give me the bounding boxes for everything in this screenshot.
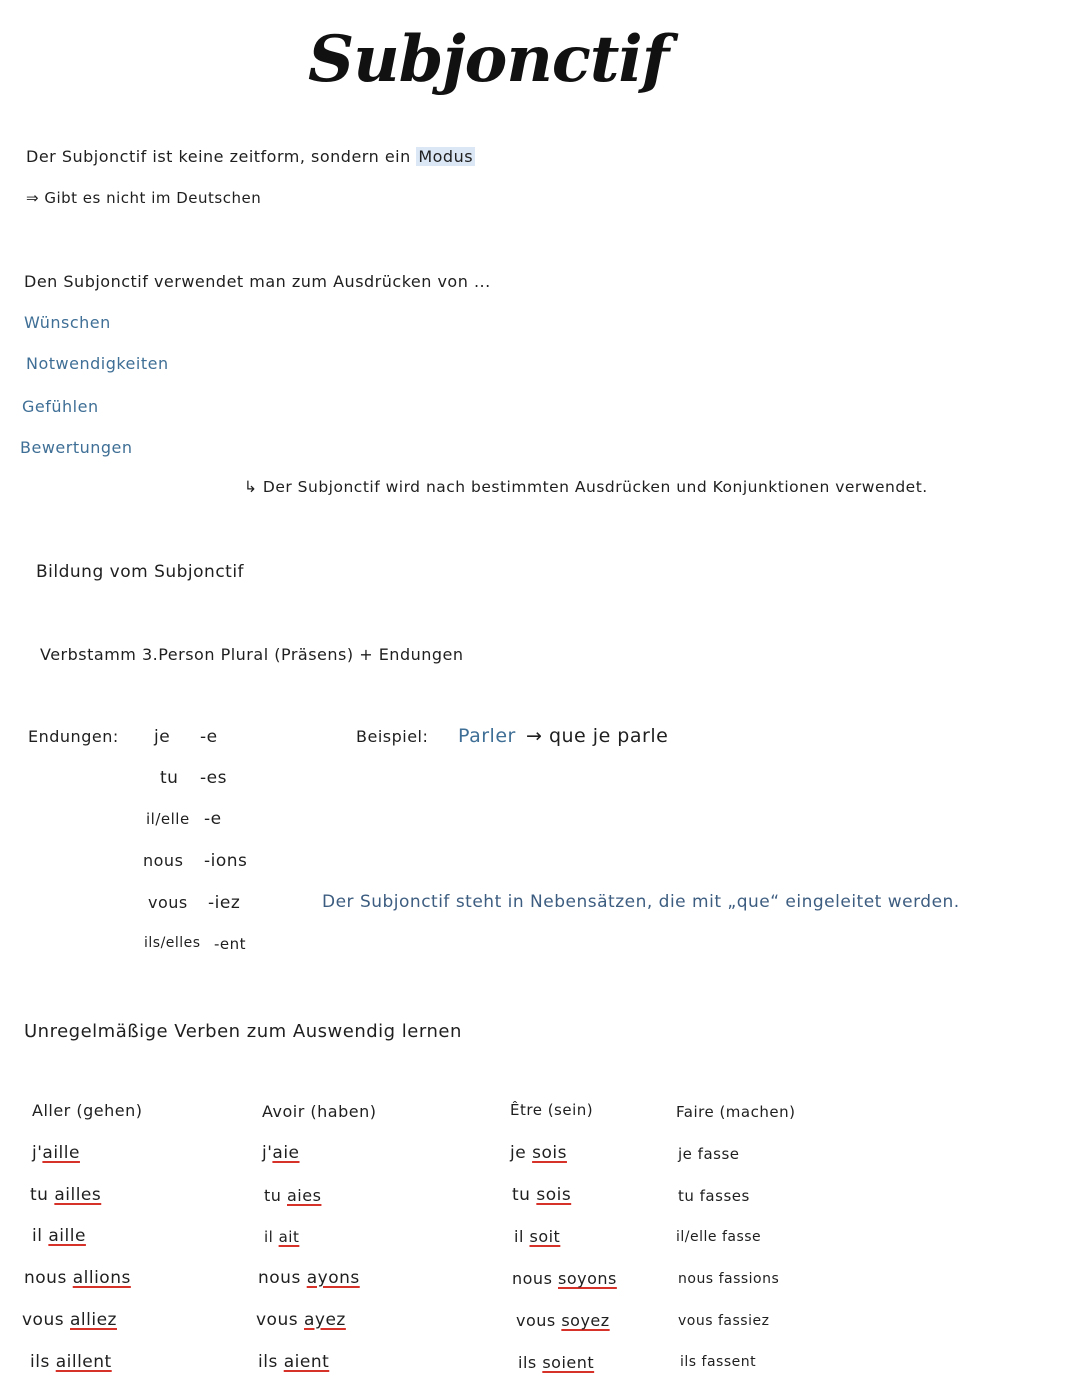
conjugation-row: ils aient <box>258 1352 330 1372</box>
usage-note: ↳ Der Subjonctif wird nach bestimmten Ausdrücken und Konjunktionen verwendet. <box>244 478 928 496</box>
formation-note: Der Subjonctif steht in Nebensätzen, die mit „que“ eingeleitet werden. <box>322 892 960 912</box>
ending-suffix: -iez <box>208 893 241 913</box>
ending-pronoun: ils/elles <box>144 935 201 951</box>
ending-pronoun: il/elle <box>146 810 190 828</box>
ending-suffix: -ent <box>214 935 247 953</box>
ending-suffix: -es <box>200 768 227 788</box>
conjugation-row: je sois <box>510 1143 567 1163</box>
conjugation-row: vous fassiez <box>678 1313 770 1329</box>
conjugation-row: ils aillent <box>30 1352 112 1372</box>
conjugation-row: vous ayez <box>256 1310 346 1330</box>
ending-suffix: -e <box>204 809 222 829</box>
conjugation-row: tu fasses <box>678 1187 750 1205</box>
example-label: Beispiel: <box>356 727 429 746</box>
conjugation-row: il ait <box>264 1228 300 1246</box>
conjugation-row: tu ailles <box>30 1185 102 1205</box>
ending-pronoun: nous <box>143 851 184 870</box>
conjugation-row: il soit <box>514 1227 561 1246</box>
conjugation-row: il/elle fasse <box>676 1229 762 1245</box>
usage-item: Bewertungen <box>20 438 133 457</box>
conjugation-row: tu sois <box>512 1185 572 1205</box>
conjugation-row: je fasse <box>678 1145 740 1163</box>
verb-header: Aller (gehen) <box>32 1101 143 1120</box>
intro-line-1 <box>26 147 475 166</box>
conjugation-row: j'aie <box>262 1143 300 1163</box>
conjugation-row: j'aille <box>32 1143 80 1163</box>
ending-suffix: -e <box>200 727 218 747</box>
formation-rule: Verbstamm 3.Person Plural (Präsens) + Endungen <box>40 645 464 664</box>
usage-heading: Den Subjonctif verwendet man zum Ausdrücken von ... <box>24 272 491 291</box>
formation-heading: Bildung vom Subjonctif <box>36 562 245 582</box>
example-result: → que je parle <box>526 725 669 747</box>
conjugation-row: nous allions <box>24 1268 131 1288</box>
ending-pronoun: je <box>154 727 171 747</box>
ending-pronoun: vous <box>148 893 188 912</box>
usage-item: Gefühlen <box>22 397 99 416</box>
verb-header: Être (sein) <box>510 1101 594 1119</box>
verb-header: Avoir (haben) <box>262 1102 377 1121</box>
conjugation-row: vous soyez <box>516 1311 610 1330</box>
conjugation-row: ils soient <box>518 1353 595 1372</box>
intro-line-1-text: Der Subjonctif ist keine zeitform, sondern ein <box>26 147 417 166</box>
verb-header: Faire (machen) <box>676 1103 796 1121</box>
conjugation-row: il aille <box>32 1226 86 1246</box>
conjugation-row: tu aies <box>264 1186 322 1205</box>
ending-suffix: -ions <box>204 851 248 871</box>
usage-item: Notwendigkeiten <box>26 354 169 373</box>
modus-highlight: Modus <box>418 147 474 166</box>
example-verb: Parler <box>458 725 516 747</box>
usage-item: Wünschen <box>24 313 111 332</box>
page-title: Subjonctif <box>308 22 669 97</box>
conjugation-row: ils fassent <box>680 1354 757 1370</box>
endings-label: Endungen: <box>28 727 119 746</box>
conjugation-row: nous fassions <box>678 1271 780 1287</box>
conjugation-row: nous soyons <box>512 1269 617 1288</box>
intro-line-2: ⇒ Gibt es nicht im Deutschen <box>26 189 262 207</box>
conjugation-row: vous alliez <box>22 1310 117 1330</box>
ending-pronoun: tu <box>160 768 179 788</box>
conjugation-row: nous ayons <box>258 1268 360 1288</box>
irregular-heading: Unregelmäßige Verben zum Auswendig lernen <box>24 1021 462 1042</box>
